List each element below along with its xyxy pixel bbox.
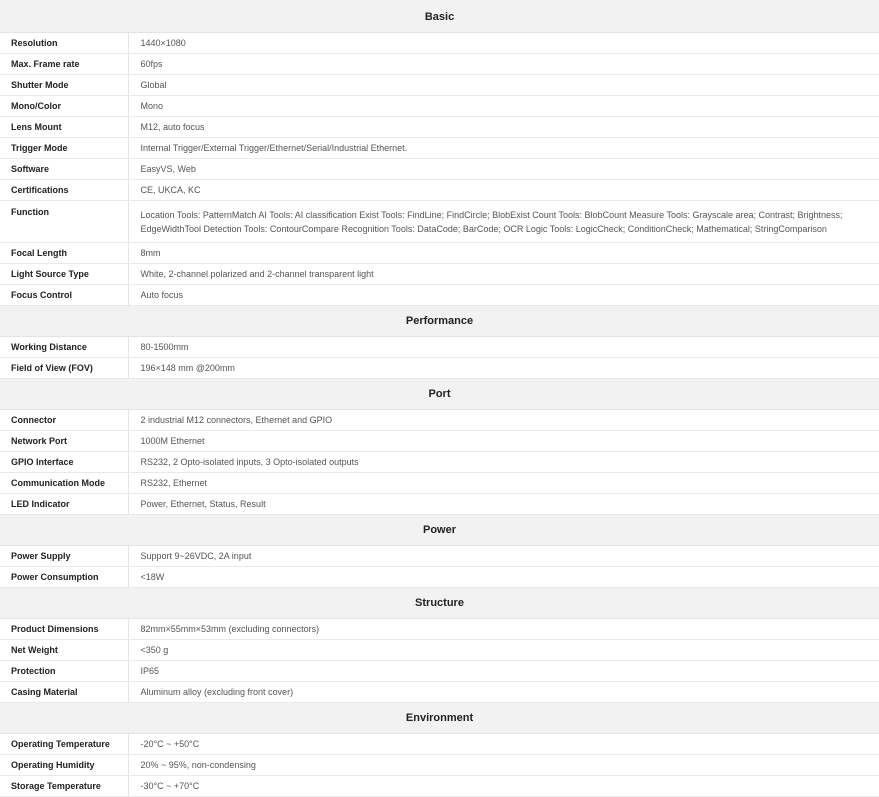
spec-label: LED Indicator: [0, 494, 128, 515]
section-title: Port: [0, 379, 879, 410]
spec-row-certifications: [0, 180, 879, 201]
spec-value: -20°C ~ +50°C: [128, 734, 879, 755]
spec-value: Aluminum alloy (excluding front cover): [128, 682, 879, 703]
spec-row-power-consumption: [0, 567, 879, 588]
spec-label: Trigger Mode: [0, 138, 128, 159]
spec-label: Power Supply: [0, 546, 128, 567]
spec-label: Shutter Mode: [0, 75, 128, 96]
spec-row-gpio-interface: [0, 452, 879, 473]
spec-label: Lens Mount: [0, 117, 128, 138]
spec-value: Location Tools: PatternMatch AI Tools: AI classification Exist Tools: FindLine; FindCircle; BlobExist Count Tools: BlobCount Measure Tools: Grayscale area; Contrast; Brightness; EdgeWidthTool Detection Tools: ContourCompare Recognition Tools: DataCode; BarCode; OCR Logic Tools: LogicCheck; ConditionCheck; Mathematical; StringComparison: [128, 201, 879, 243]
spec-label: Field of View (FOV): [0, 358, 128, 379]
section-header-environment: [0, 703, 879, 734]
spec-value: Global: [128, 75, 879, 96]
spec-label: Casing Material: [0, 682, 128, 703]
spec-value: Auto focus: [128, 285, 879, 306]
spec-value: EasyVS, Web: [128, 159, 879, 180]
spec-value: 196×148 mm @200mm: [128, 358, 879, 379]
spec-row-focus-control: [0, 285, 879, 306]
spec-label: Max. Frame rate: [0, 54, 128, 75]
spec-row-storage-temperature: [0, 776, 879, 797]
spec-value: 82mm×55mm×53mm (excluding connectors): [128, 619, 879, 640]
section-title: Power: [0, 515, 879, 546]
spec-row-casing-material: [0, 682, 879, 703]
spec-label: Resolution: [0, 33, 128, 54]
spec-row-light-source-type: [0, 264, 879, 285]
spec-value: Support 9~26VDC, 2A input: [128, 546, 879, 567]
spec-row-software: [0, 159, 879, 180]
spec-label: Protection: [0, 661, 128, 682]
spec-row-function: [0, 201, 879, 243]
spec-row-net-weight: [0, 640, 879, 661]
spec-row-shutter-mode: [0, 75, 879, 96]
spec-value: M12, auto focus: [128, 117, 879, 138]
spec-value: Internal Trigger/External Trigger/Ethernet/Serial/Industrial Ethernet.: [128, 138, 879, 159]
spec-value: 1440×1080: [128, 33, 879, 54]
spec-row-mono-color: [0, 96, 879, 117]
section-header-performance: [0, 306, 879, 337]
spec-label: Certifications: [0, 180, 128, 201]
spec-value: -30°C ~ +70°C: [128, 776, 879, 797]
spec-row-led-indicator: [0, 494, 879, 515]
spec-value: Power, Ethernet, Status, Result: [128, 494, 879, 515]
spec-value: 60fps: [128, 54, 879, 75]
spec-row-power-supply: [0, 546, 879, 567]
spec-row-operating-humidity: [0, 755, 879, 776]
spec-value: 2 industrial M12 connectors, Ethernet and GPIO: [128, 410, 879, 431]
spec-row-communication-mode: [0, 473, 879, 494]
section-header-port: [0, 379, 879, 410]
spec-label: Function: [0, 201, 128, 243]
section-title: Environment: [0, 703, 879, 734]
spec-row-max-frame-rate: [0, 54, 879, 75]
spec-value: <350 g: [128, 640, 879, 661]
spec-row-protection: [0, 661, 879, 682]
section-header-basic: [0, 1, 879, 33]
spec-value: 1000M Ethernet: [128, 431, 879, 452]
spec-row-connector: [0, 410, 879, 431]
spec-label: Network Port: [0, 431, 128, 452]
section-title: Basic: [0, 1, 879, 33]
spec-label: Net Weight: [0, 640, 128, 661]
spec-label: GPIO Interface: [0, 452, 128, 473]
spec-value: 20% ~ 95%, non-condensing: [128, 755, 879, 776]
spec-value: IP65: [128, 661, 879, 682]
spec-row-working-distance: [0, 337, 879, 358]
spec-label: Focal Length: [0, 243, 128, 264]
section-header-power: [0, 515, 879, 546]
spec-value: 8mm: [128, 243, 879, 264]
spec-label: Operating Temperature: [0, 734, 128, 755]
spec-row-resolution: [0, 33, 879, 54]
spec-label: Light Source Type: [0, 264, 128, 285]
section-title: Performance: [0, 306, 879, 337]
spec-label: Storage Temperature: [0, 776, 128, 797]
spec-label: Communication Mode: [0, 473, 128, 494]
section-title: Structure: [0, 588, 879, 619]
spec-row-focal-length: [0, 243, 879, 264]
spec-row-network-port: [0, 431, 879, 452]
spec-value: RS232, 2 Opto-isolated inputs, 3 Opto-isolated outputs: [128, 452, 879, 473]
spec-label: Working Distance: [0, 337, 128, 358]
spec-value: <18W: [128, 567, 879, 588]
spec-value: White, 2-channel polarized and 2-channel transparent light: [128, 264, 879, 285]
section-header-structure: [0, 588, 879, 619]
spec-row-field-of-view: [0, 358, 879, 379]
spec-value: RS232, Ethernet: [128, 473, 879, 494]
spec-row-operating-temperature: [0, 734, 879, 755]
spec-label: Mono/Color: [0, 96, 128, 117]
spec-label: Product Dimensions: [0, 619, 128, 640]
spec-row-trigger-mode: [0, 138, 879, 159]
spec-value: Mono: [128, 96, 879, 117]
spec-value: CE, UKCA, KC: [128, 180, 879, 201]
spec-label: Focus Control: [0, 285, 128, 306]
spec-label: Power Consumption: [0, 567, 128, 588]
spec-row-lens-mount: [0, 117, 879, 138]
spec-label: Software: [0, 159, 128, 180]
spec-label: Operating Humidity: [0, 755, 128, 776]
spec-row-product-dimensions: [0, 619, 879, 640]
spec-label: Connector: [0, 410, 128, 431]
spec-value: 80-1500mm: [128, 337, 879, 358]
